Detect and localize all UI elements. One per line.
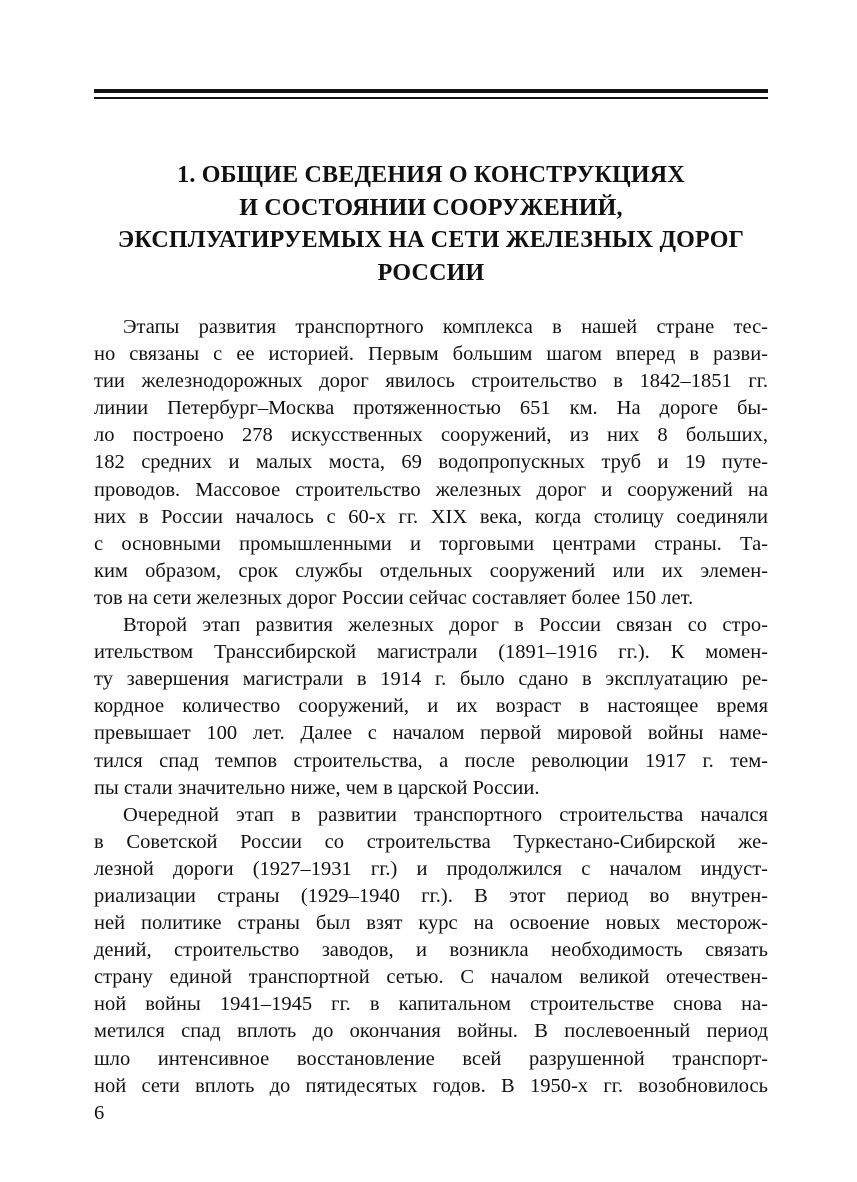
text-line: но связаны с ее историей. Первым большим шагом вперед в разви- bbox=[94, 343, 768, 366]
text-line: Очередной этап в развитии транспортного строительства начался bbox=[123, 803, 768, 826]
header-rule-thin bbox=[94, 97, 768, 99]
paragraph bbox=[94, 314, 768, 612]
paragraph bbox=[94, 802, 768, 1100]
paragraph bbox=[94, 612, 768, 802]
text-line: ким образом, срок службы отдельных сооружений или их элемен- bbox=[94, 559, 768, 582]
text-line: шло интенсивное восстановление всей разрушенной транспорт- bbox=[94, 1047, 768, 1070]
text-line: превышает 100 лет. Далее с началом первой мировой войны наме- bbox=[94, 722, 768, 745]
text-line: риализации страны (1929–1940 гг.). В этот период во внутрен- bbox=[94, 884, 768, 907]
text-line: них в России началось с 60-х гг. XIX века, когда столицу соединяли bbox=[94, 505, 768, 528]
text-line: с основными промышленными и торговыми центрами страны. Та- bbox=[94, 532, 768, 555]
page-number: 6 bbox=[94, 1102, 105, 1124]
heading-line: РОССИИ bbox=[377, 259, 485, 286]
body-text bbox=[94, 314, 768, 1100]
header-rule-thick bbox=[94, 89, 768, 93]
text-line: Второй этап развития железных дорог в России связан со стро- bbox=[123, 614, 768, 637]
text-line: ной сети вплоть до пятидесятых годов. В 1950-х гг. возобновилось bbox=[94, 1074, 768, 1097]
text-line: кордное количество сооружений, и их возраст в настоящее время bbox=[94, 695, 768, 718]
heading-line: ЭКСПЛУАТИРУЕМЫХ НА СЕТИ ЖЕЛЕЗНЫХ ДОРОГ bbox=[117, 227, 745, 253]
text-line: лезной дороги (1927–1931 гг.) и продолжился с началом индуст- bbox=[94, 857, 768, 880]
text-line: 182 средних и малых моста, 69 водопропускных труб и 19 путе- bbox=[94, 451, 768, 474]
text-line: ительством Транссибирской магистрали (1891–1916 гг.). К момен- bbox=[94, 641, 768, 664]
text-line: ту завершения магистрали в 1914 г. было сдано в эксплуатацию ре- bbox=[94, 668, 768, 691]
text-line: тов на сети железных дорог России сейчас составляет более 150 лет. bbox=[94, 586, 694, 609]
text-line: Этапы развития транспортного комплекса в нашей стране тес- bbox=[123, 316, 768, 338]
text-line: линии Петербург–Москва протяженностью 651 км. На дороге бы- bbox=[94, 397, 768, 420]
text-line: тился спад темпов строительства, а после революции 1917 г. тем- bbox=[94, 749, 768, 772]
text-line: в Советской России со строительства Туркестано-Сибирской же- bbox=[94, 830, 768, 853]
text-line: метился спад вплоть до окончания войны. В послевоенный период bbox=[94, 1020, 768, 1043]
text-line: тии железнодорожных дорог явилось строительство в 1842–1851 гг. bbox=[94, 370, 768, 393]
chapter-heading bbox=[94, 159, 768, 289]
text-line: страну единой транспортной сетью. С началом великой отечествен- bbox=[94, 966, 768, 989]
heading-line: 1. ОБЩИЕ СВЕДЕНИЯ О КОНСТРУКЦИЯХ bbox=[177, 162, 685, 188]
text-line: ной войны 1941–1945 гг. в капитальном строительстве снова на- bbox=[94, 993, 768, 1016]
text-line: пы стали значительно ниже, чем в царской России. bbox=[94, 776, 540, 799]
text-line: дений, строительство заводов, и возникла необходимость связать bbox=[94, 939, 768, 962]
heading-line: И СОСТОЯНИИ СООРУЖЕНИЙ, bbox=[239, 194, 623, 221]
text-line: проводов. Массовое строительство железных дорог и сооружений на bbox=[94, 478, 768, 501]
text-line: ней политике страны был взят курс на освоение новых месторож- bbox=[94, 912, 768, 935]
text-line: ло построено 278 искусственных сооружений, из них 8 больших, bbox=[94, 424, 768, 447]
